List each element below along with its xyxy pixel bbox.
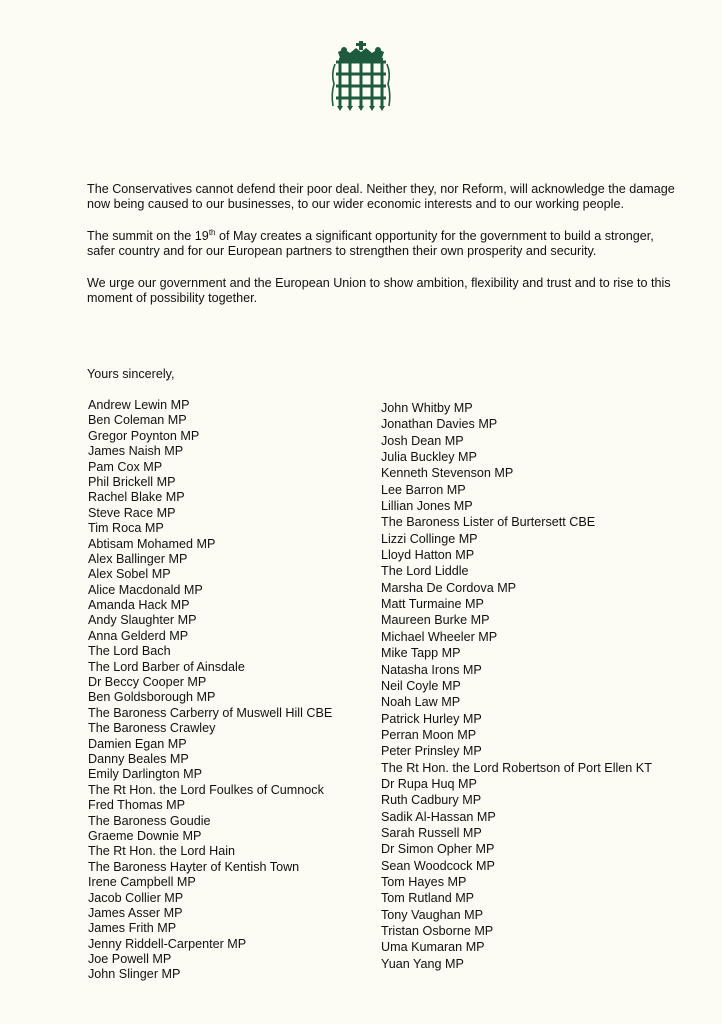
signatory-name: Ben Coleman MP <box>88 413 187 428</box>
signatory-name: Natasha Irons MP <box>381 662 482 677</box>
signatory-name: James Naish MP <box>88 444 184 459</box>
signatory-name: Danny Beales MP <box>88 751 189 766</box>
signatory-name: The Baroness Crawley <box>88 721 216 736</box>
signatory-name: The Baroness Lister of Burtersett CBE <box>381 515 596 530</box>
signatory-name: Alex Sobel MP <box>88 567 171 582</box>
signatory-name: Steve Race MP <box>88 505 176 520</box>
signatory-name: Maureen Burke MP <box>381 613 490 628</box>
signatory-name: Graeme Downie MP <box>88 828 202 843</box>
closing-salutation: Yours sincerely, <box>87 367 175 381</box>
signatory-name: Lloyd Hatton MP <box>381 548 475 563</box>
signatory-name: Amanda Hack MP <box>88 598 190 613</box>
signatory-name: Phil Brickell MP <box>88 474 176 489</box>
signatory-name: Joe Powell MP <box>88 952 172 967</box>
signatory-name: The Baroness Hayter of Kentish Town <box>88 859 300 874</box>
signatory-name: Matt Turmaine MP <box>381 597 484 612</box>
signatory-name: Anna Gelderd MP <box>88 628 189 643</box>
paragraph-text: The summit on the 19 <box>87 228 209 243</box>
signatory-name: Alice Macdonald MP <box>88 582 203 597</box>
letter-body <box>87 182 677 322</box>
paragraph: The Conservatives cannot defend their poor deal. Neither they, nor Reform, will acknowledge the damage now being caused to our businesses, to our wider economic interests and to our working people. <box>87 182 675 212</box>
signatory-name: Tim Roca MP <box>88 521 164 536</box>
signatory-name: Lee Barron MP <box>381 482 466 497</box>
signatory-name: Jonathan Davies MP <box>381 417 498 432</box>
signatory-name: Josh Dean MP <box>381 433 464 448</box>
signatory-name: Fred Thomas MP <box>88 798 186 813</box>
signatory-name: Rachel Blake MP <box>88 490 185 505</box>
signatory-name: The Baroness Goudie <box>88 813 211 828</box>
signatory-name: Alex Ballinger MP <box>88 551 188 566</box>
paragraph-text: of May creates a significant opportunity for the government to build a stronger, safer country and for our European partners to strengthen their own prosperity and security. <box>87 228 654 259</box>
signatory-name: Andrew Lewin MP <box>88 398 190 412</box>
signatory-name: The Lord Liddle <box>381 564 469 579</box>
signatory-name: The Lord Bach <box>88 644 171 659</box>
signatory-name: Sean Woodcock MP <box>381 858 495 873</box>
signatory-name: Andy Slaughter MP <box>88 613 197 628</box>
signatory-name: Neil Coyle MP <box>381 678 461 693</box>
signatory-name: Kenneth Stevenson MP <box>381 466 514 481</box>
signatory-name: John Whitby MP <box>381 401 473 415</box>
signatory-name: Perran Moon MP <box>381 727 477 742</box>
signatory-name: James Frith MP <box>88 921 177 936</box>
signatory-name: Mike Tapp MP <box>381 646 461 661</box>
signatory-name: Irene Campbell MP <box>88 875 196 890</box>
signatory-name: Lillian Jones MP <box>381 499 473 514</box>
signatory-name: Jacob Collier MP <box>88 890 184 905</box>
signatory-name: The Rt Hon. the Lord Hain <box>88 844 236 859</box>
signatory-name: Uma Kumaran MP <box>381 940 485 955</box>
signatory-name: Dr Simon Opher MP <box>381 842 495 857</box>
signatory-name: The Lord Barber of Ainsdale <box>88 659 245 674</box>
signatory-name: Gregor Poynton MP <box>88 428 200 443</box>
signatory-name: Pam Cox MP <box>88 459 163 474</box>
signatory-name: Tristan Osborne MP <box>381 924 494 938</box>
signatory-name: Tom Rutland MP <box>381 891 475 906</box>
signatory-name: John Slinger MP <box>88 967 181 982</box>
ordinal-suffix: th <box>208 227 216 237</box>
signatory-name: Dr Rupa Huq MP <box>381 776 477 791</box>
signatory-name: Abtisam Mohamed MP <box>88 536 216 551</box>
signatory-name: Ben Goldsborough MP <box>88 690 216 705</box>
signatory-name: Noah Law MP <box>381 695 461 710</box>
signatory-name: Marsha De Cordova MP <box>381 580 517 595</box>
signatory-name: Patrick Hurley MP <box>381 711 482 726</box>
signatory-name: Julia Buckley MP <box>381 450 477 465</box>
signatory-name: Jenny Riddell-Carpenter MP <box>88 936 247 951</box>
signatory-list-left <box>88 398 332 983</box>
signatory-name: Yuan Yang MP <box>381 956 464 971</box>
signatory-name: Sarah Russell MP <box>381 825 482 840</box>
signatory-name: Dr Beccy Cooper MP <box>88 675 207 690</box>
portcullis-icon <box>330 40 392 112</box>
signatory-list-right <box>381 400 652 972</box>
signatory-name: Peter Prinsley MP <box>381 744 482 759</box>
signatory-name: Damien Egan MP <box>88 736 187 751</box>
signatory-name: The Rt Hon. the Lord Foulkes of Cumnock <box>88 782 324 797</box>
signatory-name: Michael Wheeler MP <box>381 629 498 644</box>
signatory-name: Sadik Al-Hassan MP <box>381 809 496 824</box>
signatory-name: The Baroness Carberry of Muswell Hill CBE <box>88 705 333 720</box>
signatory-name: Lizzi Collinge MP <box>381 531 478 546</box>
paragraph <box>87 229 677 260</box>
signatory-name: Ruth Cadbury MP <box>381 793 482 808</box>
signatory-name: The Rt Hon. the Lord Robertson of Port Ellen KT <box>381 760 652 775</box>
signatory-name: James Asser MP <box>88 905 183 920</box>
signatory-name: Emily Darlington MP <box>88 767 203 782</box>
paragraph: We urge our government and the European Union to show ambition, flexibility and trust and to rise to this moment of possibility together. <box>87 275 671 306</box>
signatory-name: Tom Hayes MP <box>381 874 467 889</box>
signatory-name: Tony Vaughan MP <box>381 907 483 922</box>
